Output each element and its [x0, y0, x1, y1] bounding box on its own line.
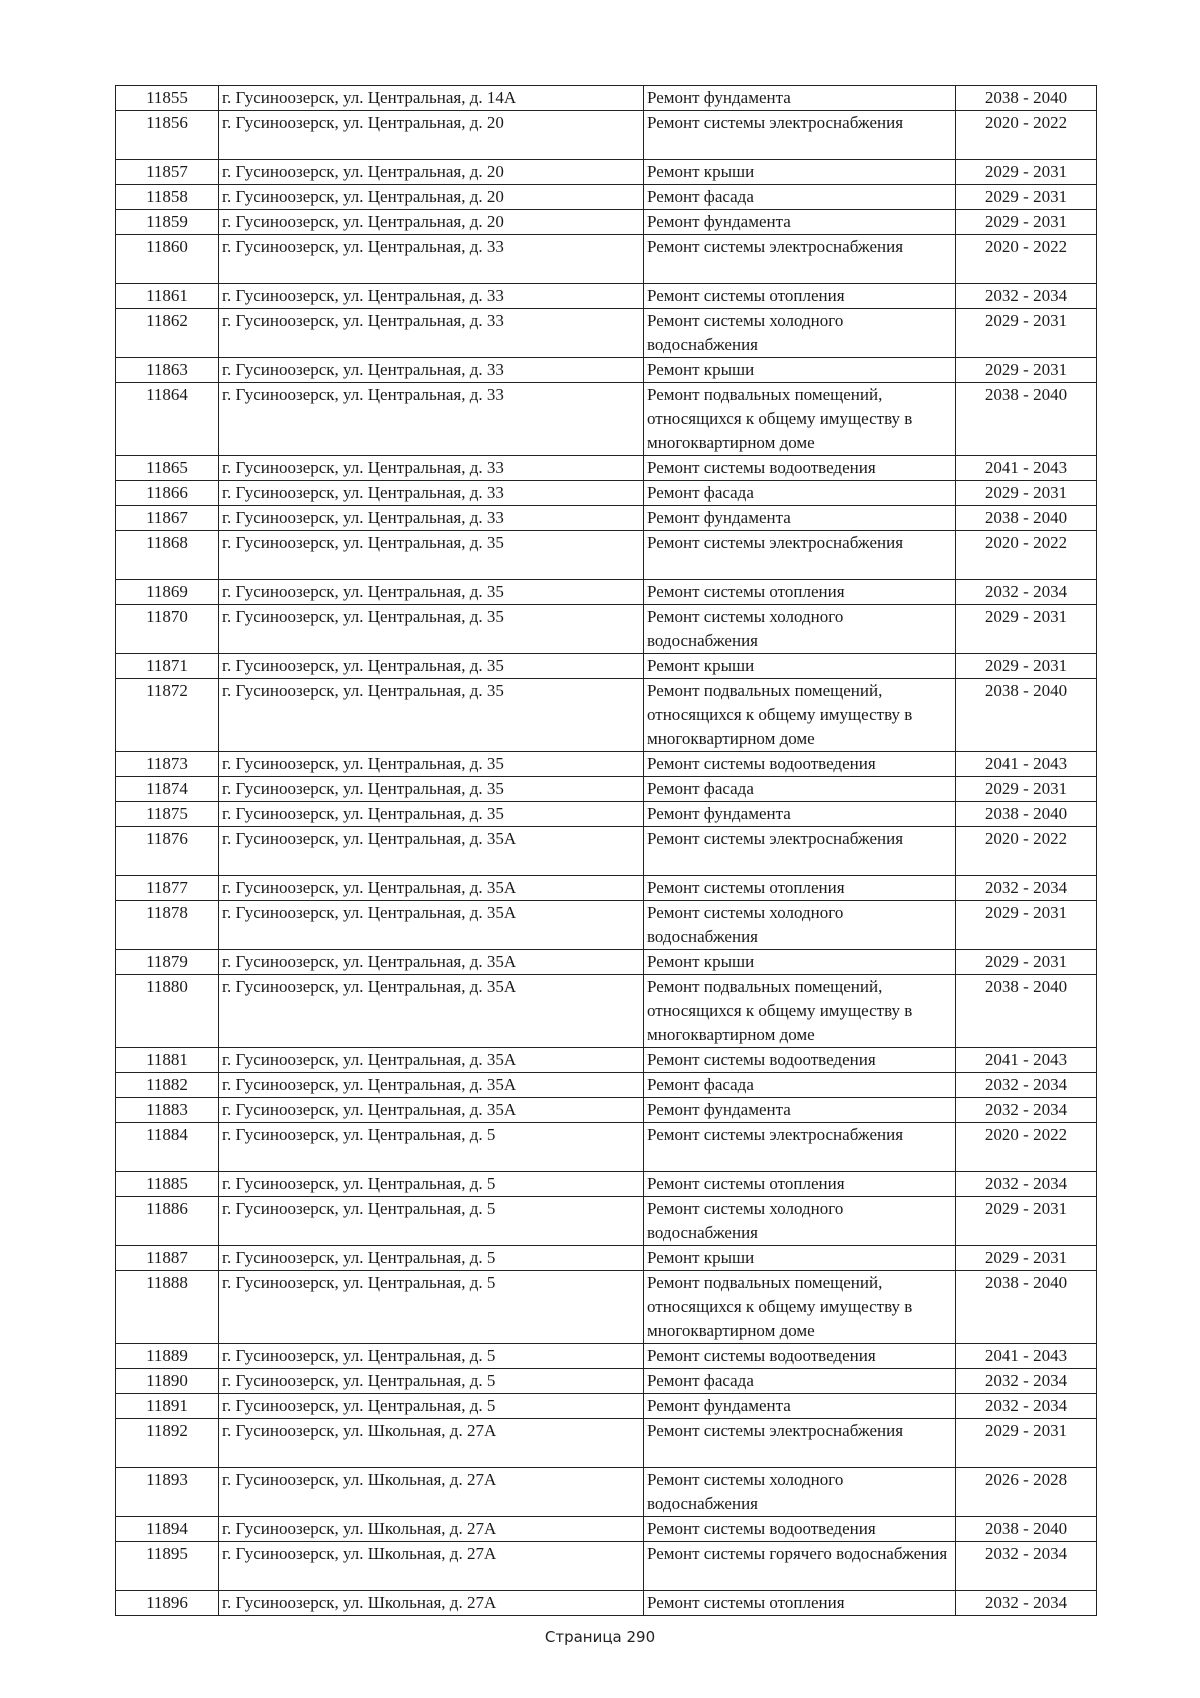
row-number: 11875 [116, 802, 219, 827]
table-row [116, 383, 1097, 456]
table-row [116, 1123, 1097, 1172]
work-type-cell: Ремонт фундамента [644, 506, 956, 531]
table-row [116, 802, 1097, 827]
row-number: 11890 [116, 1369, 219, 1394]
row-number: 11877 [116, 876, 219, 901]
table-row [116, 160, 1097, 185]
work-type-cell: Ремонт фундамента [644, 1098, 956, 1123]
work-type-cell: Ремонт системы отопления [644, 1591, 956, 1616]
row-number: 11896 [116, 1591, 219, 1616]
period-cell: 2029 - 2031 [956, 950, 1097, 975]
work-type-cell: Ремонт системы холодного водоснабжения [644, 901, 956, 950]
row-number: 11880 [116, 975, 219, 1048]
period-cell: 2032 - 2034 [956, 1073, 1097, 1098]
table-row [116, 605, 1097, 654]
table-row [116, 1197, 1097, 1246]
table-row [116, 506, 1097, 531]
table-row [116, 777, 1097, 802]
work-type-cell: Ремонт крыши [644, 358, 956, 383]
work-type-cell: Ремонт системы водоотведения [644, 1344, 956, 1369]
address-cell: г. Гусиноозерск, ул. Центральная, д. 33 [219, 383, 644, 456]
row-number: 11882 [116, 1073, 219, 1098]
row-number: 11868 [116, 531, 219, 580]
work-type-cell: Ремонт системы водоотведения [644, 456, 956, 481]
row-number: 11860 [116, 235, 219, 284]
work-type-cell: Ремонт фасада [644, 481, 956, 506]
work-type-cell: Ремонт крыши [644, 160, 956, 185]
period-cell: 2029 - 2031 [956, 1197, 1097, 1246]
table-row [116, 827, 1097, 876]
address-cell: г. Гусиноозерск, ул. Центральная, д. 5 [219, 1394, 644, 1419]
table-row [116, 950, 1097, 975]
period-cell: 2041 - 2043 [956, 1344, 1097, 1369]
table-row [116, 531, 1097, 580]
table-row [116, 1073, 1097, 1098]
table-row [116, 876, 1097, 901]
address-cell: г. Гусиноозерск, ул. Центральная, д. 33 [219, 506, 644, 531]
row-number: 11891 [116, 1394, 219, 1419]
address-cell: г. Гусиноозерск, ул. Центральная, д. 35 [219, 654, 644, 679]
table-row [116, 1048, 1097, 1073]
table-row [116, 358, 1097, 383]
work-type-cell: Ремонт подвальных помещений, относящихся к общему имуществу в многоквартирном доме [644, 1271, 956, 1344]
address-cell: г. Гусиноозерск, ул. Центральная, д. 35А [219, 1048, 644, 1073]
row-number: 11869 [116, 580, 219, 605]
row-number: 11876 [116, 827, 219, 876]
work-type-cell: Ремонт крыши [644, 654, 956, 679]
row-number: 11884 [116, 1123, 219, 1172]
period-cell: 2029 - 2031 [956, 358, 1097, 383]
work-type-cell: Ремонт системы электроснабжения [644, 1419, 956, 1468]
table-row [116, 1394, 1097, 1419]
work-type-cell: Ремонт фасада [644, 185, 956, 210]
address-cell: г. Гусиноозерск, ул. Центральная, д. 35 [219, 580, 644, 605]
row-number: 11861 [116, 284, 219, 309]
period-cell: 2038 - 2040 [956, 975, 1097, 1048]
row-number: 11856 [116, 111, 219, 160]
work-type-cell: Ремонт фасада [644, 1369, 956, 1394]
row-number: 11885 [116, 1172, 219, 1197]
period-cell: 2038 - 2040 [956, 506, 1097, 531]
table-row [116, 752, 1097, 777]
table-row [116, 185, 1097, 210]
address-cell: г. Гусиноозерск, ул. Центральная, д. 5 [219, 1197, 644, 1246]
period-cell: 2041 - 2043 [956, 1048, 1097, 1073]
address-cell: г. Гусиноозерск, ул. Школьная, д. 27А [219, 1419, 644, 1468]
table-body [116, 86, 1097, 1616]
period-cell: 2032 - 2034 [956, 876, 1097, 901]
table-row [116, 1517, 1097, 1542]
table-row [116, 86, 1097, 111]
table-row [116, 284, 1097, 309]
table-row [116, 975, 1097, 1048]
row-number: 11864 [116, 383, 219, 456]
row-number: 11874 [116, 777, 219, 802]
address-cell: г. Гусиноозерск, ул. Центральная, д. 35 [219, 777, 644, 802]
period-cell: 2029 - 2031 [956, 1419, 1097, 1468]
repair-schedule-table [115, 85, 1097, 1616]
table-row [116, 1098, 1097, 1123]
work-type-cell: Ремонт системы водоотведения [644, 1048, 956, 1073]
address-cell: г. Гусиноозерск, ул. Центральная, д. 35А [219, 1098, 644, 1123]
work-type-cell: Ремонт системы водоотведения [644, 752, 956, 777]
work-type-cell: Ремонт фундамента [644, 802, 956, 827]
period-cell: 2032 - 2034 [956, 1591, 1097, 1616]
row-number: 11895 [116, 1542, 219, 1591]
work-type-cell: Ремонт подвальных помещений, относящихся к общему имуществу в многоквартирном доме [644, 975, 956, 1048]
address-cell: г. Гусиноозерск, ул. Центральная, д. 5 [219, 1369, 644, 1394]
period-cell: 2029 - 2031 [956, 605, 1097, 654]
work-type-cell: Ремонт подвальных помещений, относящихся к общему имуществу в многоквартирном доме [644, 679, 956, 752]
table-row [116, 456, 1097, 481]
address-cell: г. Гусиноозерск, ул. Центральная, д. 33 [219, 235, 644, 284]
period-cell: 2020 - 2022 [956, 531, 1097, 580]
address-cell: г. Гусиноозерск, ул. Центральная, д. 20 [219, 210, 644, 235]
work-type-cell: Ремонт крыши [644, 1246, 956, 1271]
row-number: 11862 [116, 309, 219, 358]
period-cell: 2029 - 2031 [956, 777, 1097, 802]
period-cell: 2032 - 2034 [956, 1098, 1097, 1123]
row-number: 11878 [116, 901, 219, 950]
row-number: 11865 [116, 456, 219, 481]
address-cell: г. Гусиноозерск, ул. Центральная, д. 5 [219, 1344, 644, 1369]
work-type-cell: Ремонт системы электроснабжения [644, 235, 956, 284]
period-cell: 2029 - 2031 [956, 185, 1097, 210]
period-cell: 2020 - 2022 [956, 827, 1097, 876]
row-number: 11858 [116, 185, 219, 210]
table-row [116, 679, 1097, 752]
period-cell: 2038 - 2040 [956, 86, 1097, 111]
work-type-cell: Ремонт системы электроснабжения [644, 1123, 956, 1172]
period-cell: 2032 - 2034 [956, 1172, 1097, 1197]
period-cell: 2020 - 2022 [956, 111, 1097, 160]
work-type-cell: Ремонт фундамента [644, 86, 956, 111]
address-cell: г. Гусиноозерск, ул. Центральная, д. 35А [219, 1073, 644, 1098]
work-type-cell: Ремонт системы отопления [644, 284, 956, 309]
address-cell: г. Гусиноозерск, ул. Центральная, д. 33 [219, 456, 644, 481]
period-cell: 2032 - 2034 [956, 1369, 1097, 1394]
work-type-cell: Ремонт системы холодного водоснабжения [644, 1468, 956, 1517]
address-cell: г. Гусиноозерск, ул. Центральная, д. 14А [219, 86, 644, 111]
work-type-cell: Ремонт фасада [644, 777, 956, 802]
row-number: 11894 [116, 1517, 219, 1542]
address-cell: г. Гусиноозерск, ул. Центральная, д. 5 [219, 1172, 644, 1197]
row-number: 11879 [116, 950, 219, 975]
address-cell: г. Гусиноозерск, ул. Центральная, д. 5 [219, 1123, 644, 1172]
row-number: 11863 [116, 358, 219, 383]
table-row [116, 1172, 1097, 1197]
row-number: 11855 [116, 86, 219, 111]
period-cell: 2038 - 2040 [956, 383, 1097, 456]
period-cell: 2029 - 2031 [956, 210, 1097, 235]
address-cell: г. Гусиноозерск, ул. Центральная, д. 35А [219, 950, 644, 975]
row-number: 11859 [116, 210, 219, 235]
period-cell: 2029 - 2031 [956, 160, 1097, 185]
table-row [116, 1468, 1097, 1517]
work-type-cell: Ремонт системы электроснабжения [644, 111, 956, 160]
address-cell: г. Гусиноозерск, ул. Школьная, д. 27А [219, 1517, 644, 1542]
address-cell: г. Гусиноозерск, ул. Центральная, д. 35А [219, 901, 644, 950]
row-number: 11892 [116, 1419, 219, 1468]
address-cell: г. Гусиноозерск, ул. Центральная, д. 33 [219, 358, 644, 383]
address-cell: г. Гусиноозерск, ул. Центральная, д. 35А [219, 827, 644, 876]
period-cell: 2029 - 2031 [956, 654, 1097, 679]
period-cell: 2029 - 2031 [956, 1246, 1097, 1271]
table-row [116, 1419, 1097, 1468]
work-type-cell: Ремонт системы отопления [644, 876, 956, 901]
address-cell: г. Гусиноозерск, ул. Центральная, д. 33 [219, 284, 644, 309]
work-type-cell: Ремонт фундамента [644, 210, 956, 235]
period-cell: 2026 - 2028 [956, 1468, 1097, 1517]
address-cell: г. Гусиноозерск, ул. Центральная, д. 5 [219, 1271, 644, 1344]
period-cell: 2038 - 2040 [956, 1271, 1097, 1344]
row-number: 11886 [116, 1197, 219, 1246]
period-cell: 2029 - 2031 [956, 901, 1097, 950]
table-row [116, 309, 1097, 358]
address-cell: г. Гусиноозерск, ул. Центральная, д. 35 [219, 531, 644, 580]
table-row [116, 1246, 1097, 1271]
work-type-cell: Ремонт системы электроснабжения [644, 531, 956, 580]
address-cell: г. Гусиноозерск, ул. Школьная, д. 27А [219, 1542, 644, 1591]
period-cell: 2041 - 2043 [956, 456, 1097, 481]
row-number: 11887 [116, 1246, 219, 1271]
address-cell: г. Гусиноозерск, ул. Центральная, д. 20 [219, 160, 644, 185]
row-number: 11889 [116, 1344, 219, 1369]
work-type-cell: Ремонт подвальных помещений, относящихся к общему имуществу в многоквартирном доме [644, 383, 956, 456]
period-cell: 2038 - 2040 [956, 1517, 1097, 1542]
table-row [116, 111, 1097, 160]
address-cell: г. Гусиноозерск, ул. Центральная, д. 35 [219, 802, 644, 827]
address-cell: г. Гусиноозерск, ул. Центральная, д. 20 [219, 111, 644, 160]
address-cell: г. Гусиноозерск, ул. Школьная, д. 27А [219, 1468, 644, 1517]
work-type-cell: Ремонт фасада [644, 1073, 956, 1098]
address-cell: г. Гусиноозерск, ул. Центральная, д. 33 [219, 481, 644, 506]
row-number: 11866 [116, 481, 219, 506]
row-number: 11873 [116, 752, 219, 777]
table-row [116, 235, 1097, 284]
row-number: 11888 [116, 1271, 219, 1344]
address-cell: г. Гусиноозерск, ул. Школьная, д. 27А [219, 1591, 644, 1616]
period-cell: 2032 - 2034 [956, 580, 1097, 605]
period-cell: 2038 - 2040 [956, 679, 1097, 752]
period-cell: 2032 - 2034 [956, 1394, 1097, 1419]
row-number: 11857 [116, 160, 219, 185]
period-cell: 2020 - 2022 [956, 235, 1097, 284]
table-row [116, 1591, 1097, 1616]
row-number: 11881 [116, 1048, 219, 1073]
table-row [116, 1542, 1097, 1591]
period-cell: 2029 - 2031 [956, 309, 1097, 358]
period-cell: 2020 - 2022 [956, 1123, 1097, 1172]
period-cell: 2029 - 2031 [956, 481, 1097, 506]
period-cell: 2041 - 2043 [956, 752, 1097, 777]
work-type-cell: Ремонт системы горячего водоснабжения [644, 1542, 956, 1591]
work-type-cell: Ремонт системы отопления [644, 1172, 956, 1197]
table-row [116, 1344, 1097, 1369]
address-cell: г. Гусиноозерск, ул. Центральная, д. 33 [219, 309, 644, 358]
row-number: 11872 [116, 679, 219, 752]
table-row [116, 210, 1097, 235]
row-number: 11871 [116, 654, 219, 679]
address-cell: г. Гусиноозерск, ул. Центральная, д. 35А [219, 975, 644, 1048]
work-type-cell: Ремонт системы отопления [644, 580, 956, 605]
work-type-cell: Ремонт системы холодного водоснабжения [644, 1197, 956, 1246]
table-row [116, 901, 1097, 950]
address-cell: г. Гусиноозерск, ул. Центральная, д. 35А [219, 876, 644, 901]
address-cell: г. Гусиноозерск, ул. Центральная, д. 35 [219, 679, 644, 752]
address-cell: г. Гусиноозерск, ул. Центральная, д. 35 [219, 605, 644, 654]
work-type-cell: Ремонт системы холодного водоснабжения [644, 605, 956, 654]
page-number: Страница 290 [544, 1628, 656, 1646]
table-row [116, 481, 1097, 506]
row-number: 11870 [116, 605, 219, 654]
address-cell: г. Гусиноозерск, ул. Центральная, д. 5 [219, 1246, 644, 1271]
work-type-cell: Ремонт системы водоотведения [644, 1517, 956, 1542]
table-row [116, 654, 1097, 679]
row-number: 11893 [116, 1468, 219, 1517]
period-cell: 2032 - 2034 [956, 1542, 1097, 1591]
period-cell: 2032 - 2034 [956, 284, 1097, 309]
table-row [116, 580, 1097, 605]
table-row [116, 1271, 1097, 1344]
work-type-cell: Ремонт фундамента [644, 1394, 956, 1419]
period-cell: 2038 - 2040 [956, 802, 1097, 827]
address-cell: г. Гусиноозерск, ул. Центральная, д. 35 [219, 752, 644, 777]
work-type-cell: Ремонт крыши [644, 950, 956, 975]
work-type-cell: Ремонт системы холодного водоснабжения [644, 309, 956, 358]
table-row [116, 1369, 1097, 1394]
work-type-cell: Ремонт системы электроснабжения [644, 827, 956, 876]
row-number: 11883 [116, 1098, 219, 1123]
address-cell: г. Гусиноозерск, ул. Центральная, д. 20 [219, 185, 644, 210]
row-number: 11867 [116, 506, 219, 531]
